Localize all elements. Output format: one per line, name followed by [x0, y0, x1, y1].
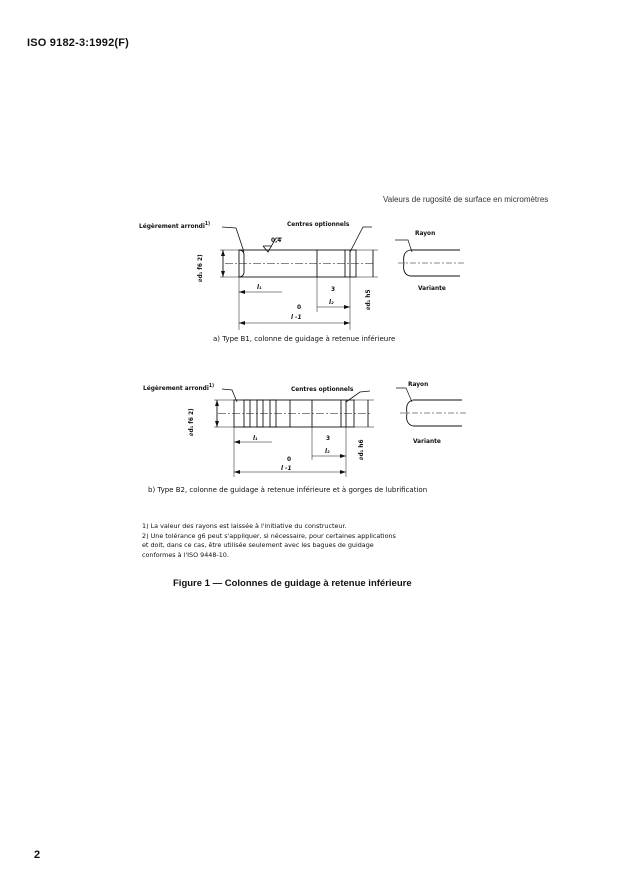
roughness-note: Valeurs de rugosité de surface en micromètres: [383, 195, 549, 204]
page-number: 2: [34, 849, 41, 861]
label-rounded-a: Légèrement arrondi$^{1)}$: [139, 221, 211, 231]
caption-b: b) Type B2, colonne de guidage à retenue inférieure et à gorges de lubrification: [148, 486, 428, 494]
dim-d1-h5-a: ⌀d₁ h5: [364, 289, 372, 310]
footnotes: [142, 522, 472, 560]
footnote-2-end: conformes à l'ISO 9448-10.: [142, 550, 229, 559]
caption-a: a) Type B1, colonne de guidage à retenue inférieure: [213, 335, 396, 343]
dim-l-minus-a: l -1: [291, 313, 302, 321]
figure-b-drawing: [214, 388, 466, 477]
label-variante-a: Variante: [418, 284, 446, 292]
label-centres-a: Centres optionnels: [287, 220, 350, 228]
label-variante-b: Variante: [413, 437, 441, 445]
dim-3-b: 3: [326, 434, 331, 442]
dim-3-a: 3: [331, 285, 336, 293]
figure-title: Figure 1 — Colonnes de guidage à retenue inférieure: [173, 578, 412, 589]
dim-l-minus-b: l -1: [281, 464, 292, 472]
dim-0-a: 0: [297, 303, 302, 311]
dim-0-b: 0: [287, 455, 292, 463]
dim-d1-h6-b: ⌀d₁ h6: [357, 439, 365, 460]
label-rounded-b: Légèrement arrondi$^{1)}$: [143, 383, 215, 393]
dim-l1-a: l₁: [257, 283, 262, 291]
dim-l1-b: l₁: [253, 434, 258, 442]
footnote-2: 2) Une tolérance g6 peut s'appliquer, si nécessaire, pour certaines applications: [142, 531, 396, 540]
label-rayon-a: Rayon: [415, 229, 436, 237]
dim-d1-tol-b: ⌀d₁ f6 2): [187, 408, 195, 436]
label-centres-b: Centres optionnels: [291, 385, 354, 393]
document-id: ISO 9182-3:1992(F): [27, 37, 130, 49]
dim-l2-b: l₂: [325, 447, 330, 455]
footnote-1: 1) La valeur des rayons est laissée à l'initiative du constructeur.: [142, 522, 347, 530]
footnote-2-cont: et doit, dans ce cas, être utilisée seulement avec les bagues de guidage: [142, 541, 374, 550]
label-rayon-b: Rayon: [408, 380, 429, 388]
dim-d1-tol-a: ⌀d₁ f6 2): [196, 254, 204, 282]
roughness-value-a: 0,4: [271, 236, 282, 244]
dim-l2-a: l₂: [329, 298, 334, 306]
